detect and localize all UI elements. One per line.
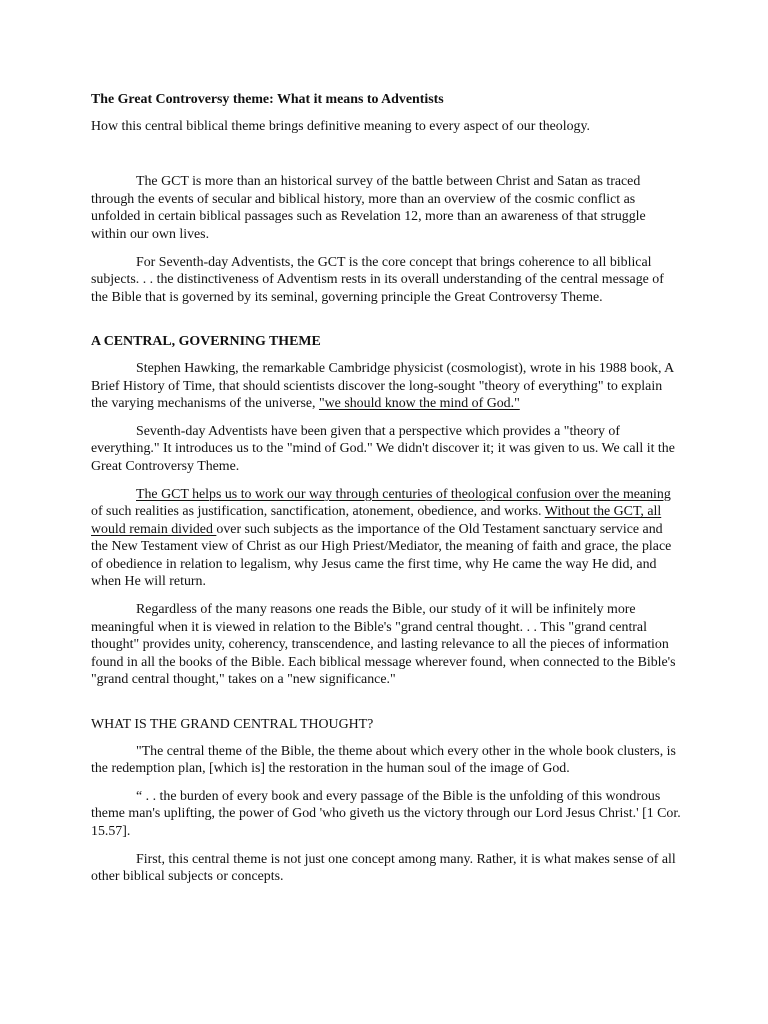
- intro-paragraph-1: The GCT is more than an historical survey of the battle between Christ and Satan as traced through the events of secular and biblical history, more than an overview of the cosmic conflict as unfolded in certain biblical passages such as Revelation 12, more than an awareness of that struggle within our own lives.: [91, 174, 646, 242]
- gct-helps-paragraph: [91, 486, 681, 592]
- gct-helps-text-1: of such realities as justification, sanctification, atonement, obedience, and works.: [91, 504, 545, 520]
- first-central-theme-paragraph: First, this central theme is not just one concept among many. Rather, it is what makes sense of all other biblical subjects or concepts.: [91, 851, 676, 885]
- gct-helps-underlined: The GCT helps us to work our way through centuries of theological confusion over the meaning: [136, 486, 671, 502]
- document-subtitle: How this central biblical theme brings definitive meaning to every aspect of our theology.: [91, 118, 591, 134]
- gct-helps-text-2: over such subjects as the importance of the Old Testament sanctuary service and the New Testament view of Christ as our High Priest/Mediator, the meaning of faith and grace, the place of obedience in relation to legalism, why Jesus came the first time, why He came the way He did, and when He will return.: [91, 521, 672, 590]
- grand-central-thought-paragraph: Regardless of the many reasons one reads the Bible, our study of it will be infinitely more meaningful when it is viewed in relation to the Bible's "grand central thought. . . This "grand central thought" provides unity, coherency, transcendence, and lasting relevance to all the pieces of information found in all the books of the Bible. Each biblical message wherever found, when connected to the Bible's "grand central thought," takes on a "new significance.": [91, 602, 676, 688]
- hawking-text: Stephen Hawking, the remarkable Cambridge physicist (cosmologist), wrote in his 1988 book, A Brief History of Time, that should scientists discover the long-sought "theory of everything" to explain the varying mechanisms of the universe,: [91, 360, 674, 412]
- without-gct-underlined: Without the GCT, all would remain divided: [91, 504, 662, 537]
- document-page: [91, 91, 681, 896]
- burden-of-every-book-paragraph: “ . . the burden of every book and every passage of the Bible is the unfolding of this wondrous theme man's uplifting, the power of God 'who giveth us the victory through our Lord Jesus Christ.' [1 Cor. 15.57].: [91, 788, 681, 839]
- theory-of-everything-paragraph: Seventh-day Adventists have been given that a perspective which provides a "theory of everything." It introduces us to the "mind of God." We didn't discover it; it was given to us. We call it the Great Controversy Theme.: [91, 423, 675, 474]
- document-title: The Great Controversy theme: What it means to Adventists: [91, 92, 444, 107]
- intro-paragraph-2: For Seventh-day Adventists, the GCT is the core concept that brings coherence to all biblical subjects. . . the distinctiveness of Adventism rests in its overall understanding of the central message of the Bible that is governed by its seminal, governing principle the Great Controversy Theme.: [91, 254, 664, 305]
- section-heading-central-theme: A CENTRAL, GOVERNING THEME: [91, 334, 321, 350]
- mind-of-god-quote: "we should know the mind of God.": [318, 396, 520, 412]
- central-theme-quote-paragraph: "The central theme of the Bible, the theme about which every other in the whole book clusters, is the redemption plan, [which is] the restoration in the human soul of the image of God.: [91, 743, 676, 777]
- section-heading-grand-central-thought: WHAT IS THE GRAND CENTRAL THOUGHT?: [91, 717, 374, 733]
- hawking-paragraph: [91, 360, 681, 413]
